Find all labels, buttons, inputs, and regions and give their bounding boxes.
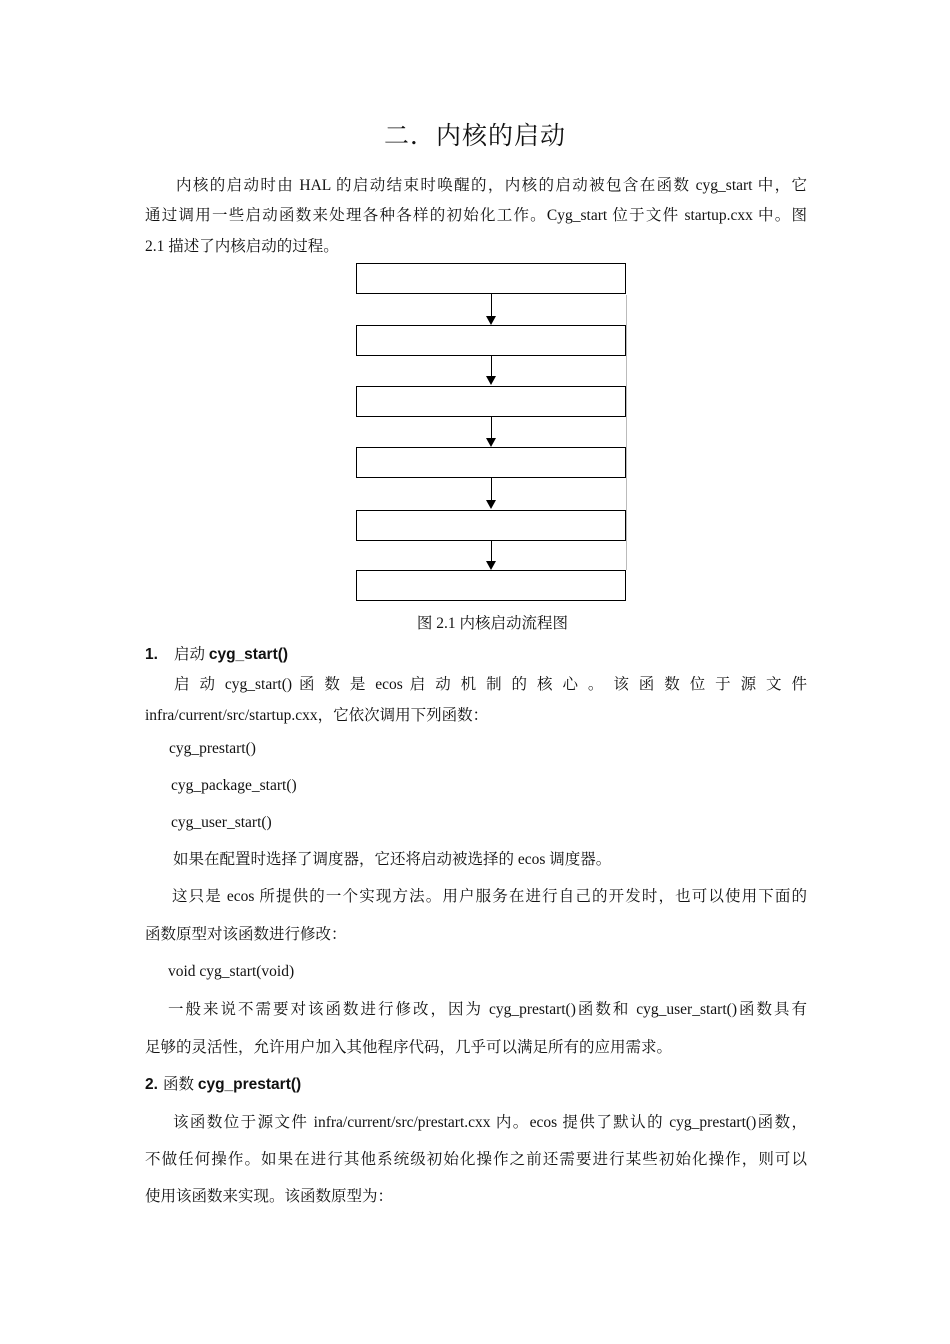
flow-arrow-line-1 bbox=[491, 294, 492, 316]
section-1-para-3-line-1: 这只是 ecos 所提供的一个实现方法。用户服务在进行自己的开发时，也可以使用下面的 bbox=[172, 888, 807, 905]
section-2-number: 2. bbox=[145, 1076, 158, 1093]
section-2-heading bbox=[145, 1075, 301, 1095]
section-2-para-1-line-3: 使用该函数来实现。该函数原型为： bbox=[145, 1188, 394, 1205]
intro-line-2: 通过调用一些启动函数来处理各种各样的初始化工作。Cyg_start 位于文件 startup.cxx 中。图 bbox=[145, 207, 807, 224]
flow-arrow-head-1 bbox=[486, 316, 496, 325]
section-2-label: 函数 bbox=[162, 1076, 198, 1093]
flowchart-side-line bbox=[626, 295, 627, 570]
section-1-heading bbox=[145, 645, 288, 665]
flow-box-4 bbox=[356, 447, 626, 478]
page-title: 二．内核的启动 bbox=[383, 123, 566, 150]
call-prestart: cyg_prestart() bbox=[169, 740, 256, 757]
flow-arrow-line-2 bbox=[491, 356, 492, 376]
section-1-para-1-line-2: infra/current/src/startup.cxx，它依次调用下列函数： bbox=[145, 707, 489, 724]
section-1-para-4-line-1: 一般来说不需要对该函数进行修改，因为 cyg_prestart()函数和 cyg_user_start()函数具有 bbox=[168, 1001, 807, 1018]
intro-line-1: 内核的启动时由 HAL 的启动结束时唤醒的，内核的启动被包含在函数 cyg_start 中，它 bbox=[176, 177, 807, 194]
flow-arrow-line-3 bbox=[491, 417, 492, 438]
prototype-cyg-start: void cyg_start(void) bbox=[168, 963, 295, 980]
section-1-label: 启动 bbox=[173, 646, 209, 663]
section-2-para-1-line-1: 该函数位于源文件 infra/current/src/prestart.cxx 内。ecos 提供了默认的 cyg_prestart()函数， bbox=[173, 1114, 807, 1131]
section-1-para-1-line-1: 启 动 cyg_start() 函 数 是 ecos 启 动 机 制 的 核 心 。 该 函 数 位 于 源 文 件 bbox=[174, 676, 807, 693]
flow-box-5 bbox=[356, 510, 626, 541]
flow-arrow-head-4 bbox=[486, 500, 496, 509]
call-package-start: cyg_package_start() bbox=[171, 777, 297, 794]
flow-box-6 bbox=[356, 570, 626, 601]
flow-arrow-head-3 bbox=[486, 438, 496, 447]
section-1-para-2: 如果在配置时选择了调度器，它还将启动被选择的 ecos 调度器。 bbox=[173, 851, 612, 868]
flow-box-1 bbox=[356, 263, 626, 294]
section-2-func: cyg_prestart() bbox=[197, 1076, 302, 1093]
section-1-func: cyg_start() bbox=[208, 646, 289, 663]
call-user-start: cyg_user_start() bbox=[171, 814, 272, 831]
flow-box-3 bbox=[356, 386, 626, 417]
section-1-para-4-line-2: 足够的灵活性，允许用户加入其他程序代码，几乎可以满足所有的应用需求。 bbox=[145, 1039, 673, 1056]
flow-arrow-line-4 bbox=[491, 478, 492, 500]
flow-arrow-head-2 bbox=[486, 376, 496, 385]
flow-arrow-head-5 bbox=[486, 561, 496, 570]
flow-arrow-line-5 bbox=[491, 541, 492, 561]
section-1-number: 1. bbox=[145, 646, 158, 663]
section-2-para-1-line-2: 不做任何操作。如果在进行其他系统级初始化操作之前还需要进行某些初始化操作，则可以 bbox=[145, 1151, 807, 1168]
intro-line-3: 2.1 描述了内核启动的过程。 bbox=[145, 238, 339, 255]
flow-box-2 bbox=[356, 325, 626, 356]
section-1-para-3-line-2: 函数原型对该函数进行修改： bbox=[145, 926, 347, 943]
figure-caption: 图 2.1 内核启动流程图 bbox=[416, 615, 569, 632]
